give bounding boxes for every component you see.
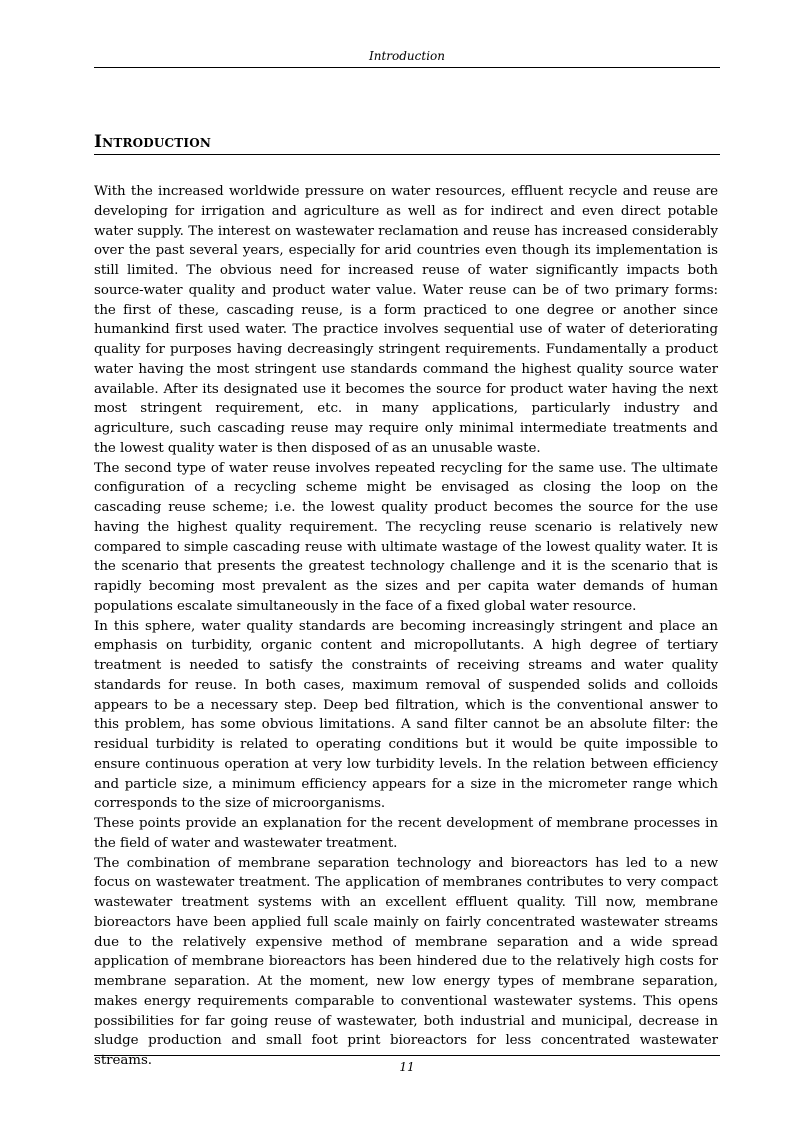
- paragraph: In this sphere, water quality standards are becoming increasingly stringent and place an emphasis on turbidity, organic content and micropollutants. A high degree of tertiary treatment is needed to satisfy the constraints of receiving streams and water quality standards for reuse. In both cases, maximum removal of suspended solids and colloids appears to be a necessary step. Deep bed filtration, which is the conventional answer to this problem, has some obvious limitations. A sand filter cannot be an absolute filter: the residual turbidity is related to operating conditions but it would be quite impossible to ensure continuous operation at very low turbidity levels. In the relation between efficiency and particle size, a minimum efficiency appears for a size in the micrometer range which corresponds to the size of microorganisms.: [94, 618, 718, 812]
- header-rule: [94, 67, 720, 68]
- title-rule: [94, 154, 720, 155]
- paragraph: The second type of water reuse involves repeated recycling for the same use. The ultimate configuration of a recycling scheme might be envisaged as closing the loop on the cascading reuse scheme; i.e. the lowest quality product becomes the source for the use having the highest quality requirement. The recycling reuse scenario is relatively new compared to simple cascading reuse with ultimate wastage of the lowest quality water. It is the scenario that presents the greatest technology challenge and it is the scenario that is rapidly becoming most prevalent as the sizes and per capita water demands of human populations escalate simultaneously in the face of a fixed global water resource.: [94, 460, 718, 614]
- footer-rule: [94, 1055, 720, 1056]
- paragraph: With the increased worldwide pressure on water resources, effluent recycle and reuse are developing for irrigation and agriculture as well as for indirect and even direct potable water supply. The interest on wastewater reclamation and reuse has increased considerably over the past several years, especially for arid countries even though its implementation is still limited. The obvious need for increased reuse of water significantly impacts both source-water quality and product water value. Water reuse can be of two primary forms: the first of these, cascading reuse, is a form practiced to one degree or another since humankind first used water. The practice involves sequential use of water of deteriorating quality for purposes having decreasingly stringent requirements. Fundamentally a product water having the most stringent use standards command the highest quality source water available. After its designated use it becomes the source for product water having the next most stringent requirement, etc. in many applications, particularly industry and agriculture, such cascading reuse may require only minimal intermediate treatments and the lowest quality water is then disposed of as an unusable waste.: [94, 184, 718, 456]
- paragraph: These points provide an explanation for the recent development of membrane processes in the field of water and wastewater treatment.: [94, 816, 718, 851]
- page-number: 11: [399, 1060, 415, 1074]
- section-title: Introduction: [94, 132, 212, 152]
- body-text: [94, 182, 718, 1071]
- paragraph: The combination of membrane separation technology and bioreactors has led to a new focus on wastewater treatment. The application of membranes contributes to very compact wastewater treatment systems with an excellent effluent quality. Till now, membrane bioreactors have been applied full scale mainly on fairly concentrated wastewater streams due to the relatively expensive method of membrane separation and a wide spread application of membrane bioreactors has been hindered due to the relatively high costs for membrane separation. At the moment, new low energy types of membrane separation, makes energy requirements comparable to conventional wastewater systems. This opens possibilities for far going reuse of wastewater, both industrial and municipal, decrease in sludge production and small foot print bioreactors for less concentrated wastewater streams.: [94, 855, 718, 1068]
- running-header: Introduction: [369, 49, 445, 63]
